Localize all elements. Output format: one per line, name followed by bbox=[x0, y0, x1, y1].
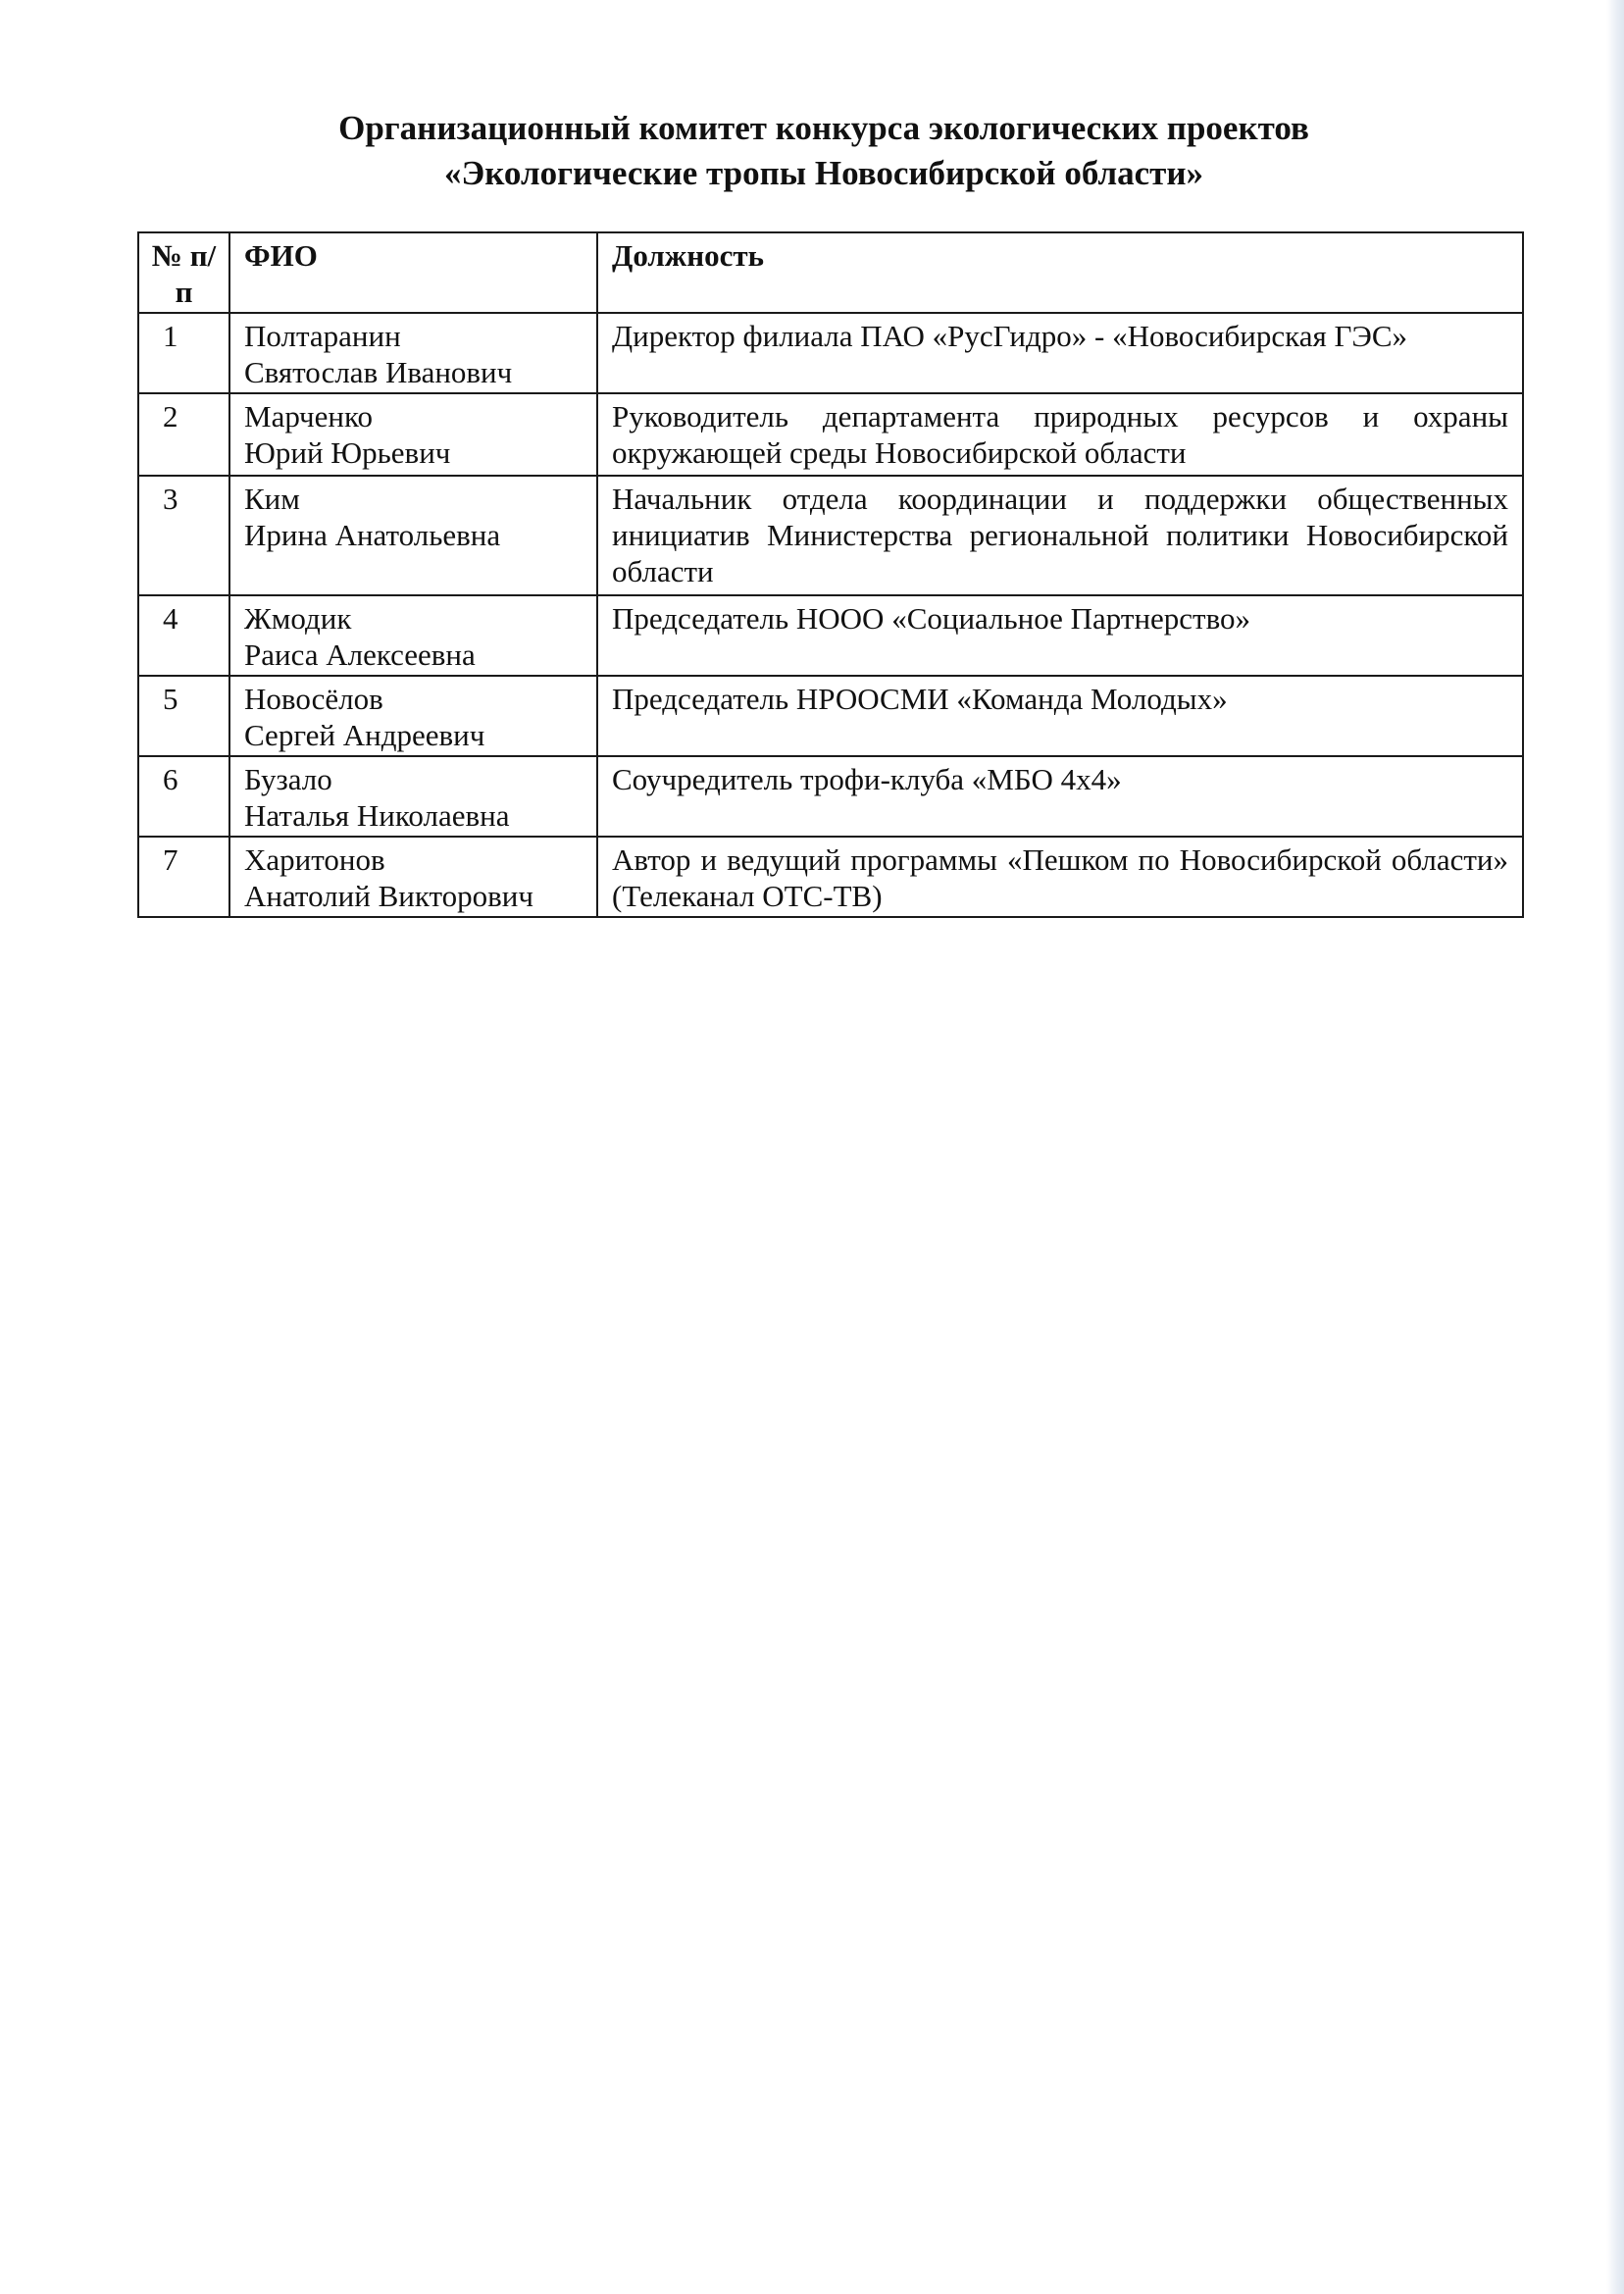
row-fio bbox=[229, 476, 597, 595]
table-row bbox=[138, 476, 1523, 595]
row-num: 6 bbox=[138, 756, 229, 837]
row-fio bbox=[229, 756, 597, 837]
row-position: Председатель НРООСМИ «Команда Молодых» bbox=[597, 676, 1523, 756]
committee-table bbox=[137, 231, 1524, 918]
row-given-name: Ирина Анатольевна bbox=[244, 518, 501, 552]
row-surname: Бузало bbox=[244, 762, 332, 796]
row-position: Председатель НООО «Социальное Партнерство» bbox=[597, 595, 1523, 676]
row-given-name: Наталья Николаевна bbox=[244, 798, 510, 833]
row-given-name: Юрий Юрьевич bbox=[244, 435, 451, 470]
row-num: 1 bbox=[138, 313, 229, 393]
table-row bbox=[138, 676, 1523, 756]
header-num: № п/п bbox=[138, 232, 229, 313]
row-position: Начальник отдела координации и поддержки общественных инициатив Министерства региональной политики Новосибирской области bbox=[597, 476, 1523, 595]
row-surname: Полтаранин bbox=[244, 319, 401, 353]
table-header-row bbox=[138, 232, 1523, 313]
row-surname: Ким bbox=[244, 482, 300, 516]
title-line-1: Организационный комитет конкурса экологических проектов bbox=[338, 109, 1309, 147]
scan-page-edge bbox=[1606, 0, 1624, 2294]
row-num: 3 bbox=[138, 476, 229, 595]
header-fio: ФИО bbox=[229, 232, 597, 313]
row-surname: Новосёлов bbox=[244, 682, 383, 716]
row-given-name: Раиса Алексеевна bbox=[244, 637, 476, 672]
table-row bbox=[138, 756, 1523, 837]
row-given-name: Святослав Иванович bbox=[244, 355, 513, 389]
row-num: 4 bbox=[138, 595, 229, 676]
title-line-2: «Экологические тропы Новосибирской области» bbox=[443, 154, 1204, 192]
row-fio bbox=[229, 676, 597, 756]
row-position: Автор и ведущий программы «Пешком по Новосибирской области» (Телеканал ОТС-ТВ) bbox=[597, 837, 1523, 917]
row-fio bbox=[229, 393, 597, 476]
row-fio bbox=[229, 837, 597, 917]
row-num: 7 bbox=[138, 837, 229, 917]
row-surname: Марченко bbox=[244, 399, 373, 433]
table-row bbox=[138, 393, 1523, 476]
row-fio bbox=[229, 595, 597, 676]
row-given-name: Сергей Андреевич bbox=[244, 718, 485, 752]
row-surname: Харитонов bbox=[244, 842, 385, 877]
document-title bbox=[137, 106, 1510, 196]
row-num: 5 bbox=[138, 676, 229, 756]
table-row bbox=[138, 313, 1523, 393]
row-num: 2 bbox=[138, 393, 229, 476]
header-position: Должность bbox=[597, 232, 1523, 313]
row-position: Соучредитель трофи-клуба «МБО 4x4» bbox=[597, 756, 1523, 837]
row-fio bbox=[229, 313, 597, 393]
table-row bbox=[138, 837, 1523, 917]
table-row bbox=[138, 595, 1523, 676]
row-position: Руководитель департамента природных ресурсов и охраны окружающей среды Новосибирской области bbox=[597, 393, 1523, 476]
row-given-name: Анатолий Викторович bbox=[244, 879, 533, 913]
row-position: Директор филиала ПАО «РусГидро» - «Новосибирская ГЭС» bbox=[597, 313, 1523, 393]
row-surname: Жмодик bbox=[244, 601, 352, 636]
